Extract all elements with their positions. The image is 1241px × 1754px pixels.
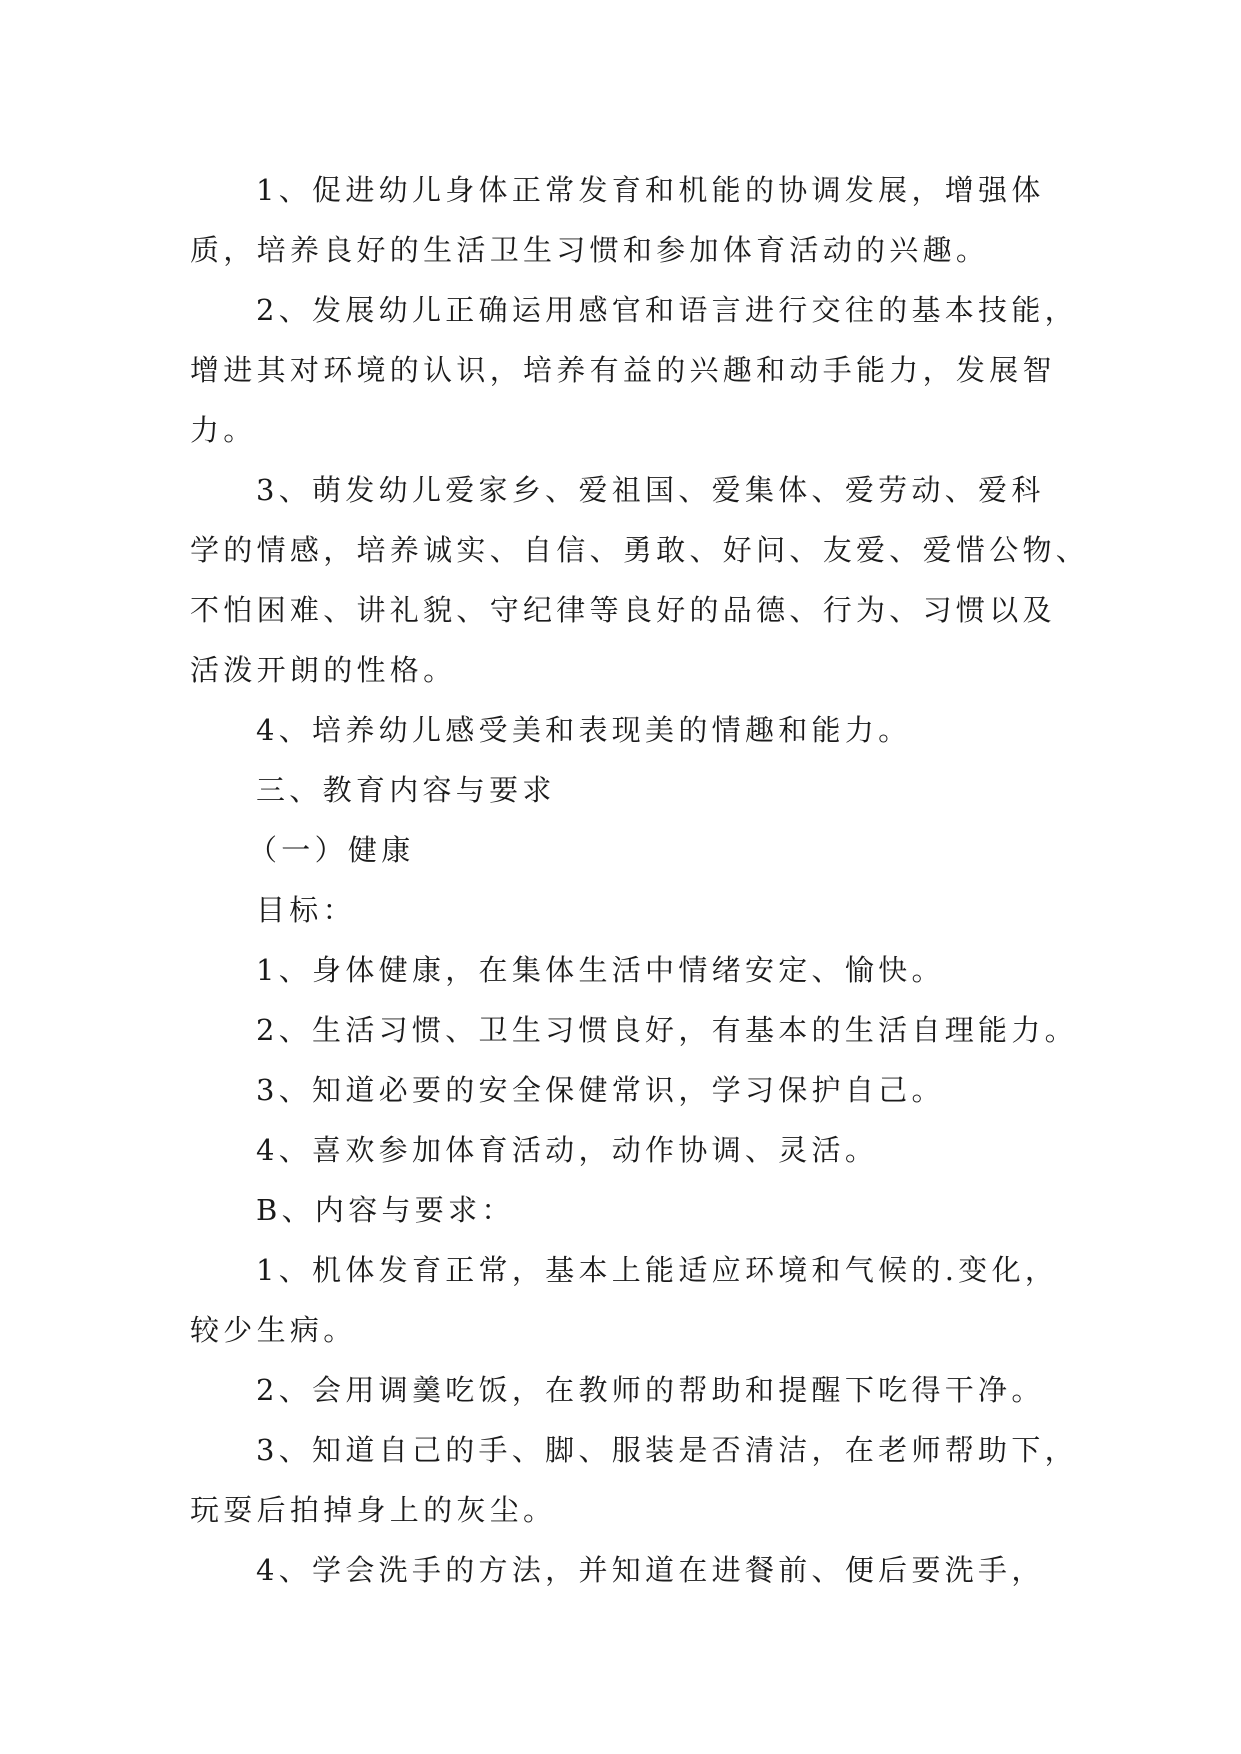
section-heading: 三、教育内容与要求 — [256, 773, 556, 807]
objective-2: 2、生活习惯、卫生习惯良好，有基本的生活自理能力。 — [256, 1013, 1078, 1047]
requirement-2: 2、会用调羹吃饭，在教师的帮助和提醒下吃得干净。 — [256, 1373, 1045, 1407]
goal-3-line-1: 3、萌发幼儿爱家乡、爱祖国、爱集体、爱劳动、爱科 — [256, 473, 1045, 507]
goal-4: 4、培养幼儿感受美和表现美的情趣和能力。 — [256, 713, 912, 747]
objective-1: 1、身体健康，在集体生活中情绪安定、愉快。 — [256, 953, 945, 987]
requirement-1-line-1: 1、机体发育正常，基本上能适应环境和气候的.变化， — [256, 1253, 1059, 1287]
subsection-heading: （一）健康 — [248, 833, 415, 867]
objective-3: 3、知道必要的安全保健常识，学习保护自己。 — [256, 1073, 945, 1107]
document-page — [190, 160, 1090, 1600]
objective-4: 4、喜欢参加体育活动，动作协调、灵活。 — [256, 1133, 879, 1167]
goal-1-line-2: 质，培养良好的生活卫生习惯和参加体育活动的兴趣。 — [190, 233, 990, 267]
goal-2-line-1: 2、发展幼儿正确运用感官和语言进行交往的基本技能， — [256, 293, 1078, 327]
requirement-1-line-2: 较少生病。 — [190, 1313, 357, 1347]
goal-3-line-4: 活泼开朗的性格。 — [190, 653, 457, 687]
goal-3-line-3: 不怕困难、讲礼貌、守纪律等良好的品德、行为、习惯以及 — [190, 593, 1056, 627]
content-requirements-label: B、内容与要求： — [256, 1193, 515, 1227]
goal-1-line-1: 1、促进幼儿身体正常发育和机能的协调发展，增强体 — [256, 173, 1045, 207]
objectives-label: 目标： — [256, 893, 356, 927]
goal-2-line-3: 力。 — [190, 413, 257, 447]
requirement-3-line-1: 3、知道自己的手、脚、服装是否清洁，在老师帮助下， — [256, 1433, 1078, 1467]
goal-3-line-2: 学的情感，培养诚实、自信、勇敢、好问、友爱、爱惜公物、 — [190, 533, 1090, 567]
goal-2-line-2: 增进其对环境的认识，培养有益的兴趣和动手能力，发展智 — [190, 353, 1056, 387]
requirement-3-line-2: 玩耍后拍掉身上的灰尘。 — [190, 1493, 557, 1527]
requirement-4: 4、学会洗手的方法，并知道在进餐前、便后要洗手， — [256, 1553, 1045, 1587]
